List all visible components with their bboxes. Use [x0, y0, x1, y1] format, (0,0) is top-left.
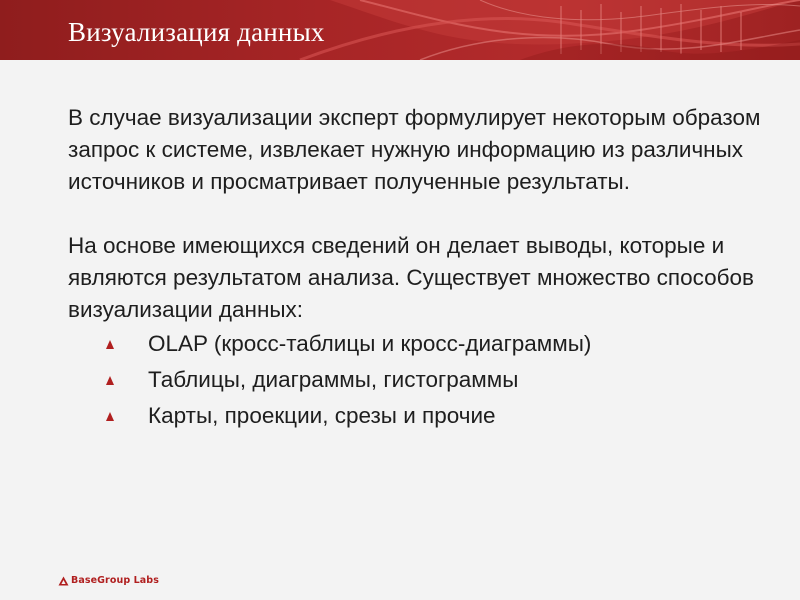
title-bar	[0, 0, 800, 60]
logo-text: BaseGroup Labs	[71, 575, 159, 586]
bullet-list	[68, 326, 768, 434]
slide-body	[68, 102, 768, 434]
triangle-logo-icon	[58, 576, 69, 586]
paragraph-1: В случае визуализации эксперт формулирует некоторым образом запрос к системе, извлекает нужную информацию из различных источников и просматривает полученные результаты.	[68, 105, 761, 194]
triangle-bullet-icon	[106, 340, 114, 349]
bullet-text: Таблицы, диаграммы, гистограммы	[148, 367, 519, 392]
bullet-text: Карты, проекции, срезы и прочие	[148, 403, 496, 428]
list-item	[68, 362, 768, 398]
list-item	[68, 326, 768, 362]
paragraph-2: На основе имеющихся сведений он делает выводы, которые и являются результатом анализа. Существует множество способов визуализации данных:	[68, 233, 754, 322]
footer-logo	[58, 575, 159, 586]
triangle-bullet-icon	[106, 376, 114, 385]
bullet-text: OLAP (кросс-таблицы и кросс-диаграммы)	[148, 331, 592, 356]
list-item	[68, 398, 768, 434]
slide-title: Визуализация данных	[68, 17, 325, 47]
triangle-bullet-icon	[106, 412, 114, 421]
